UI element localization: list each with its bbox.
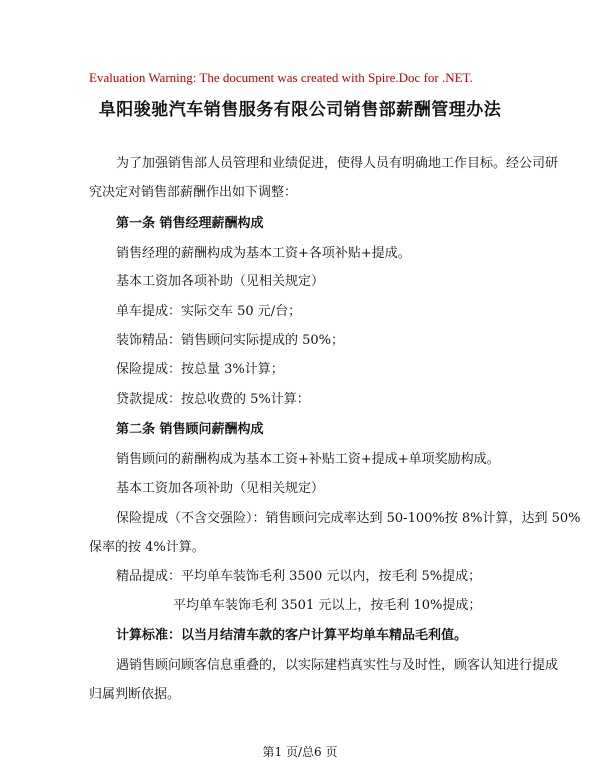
calculation-standard: 计算标准：以当月结清车款的客户计算平均单车精品毛利值。 (116, 628, 468, 643)
section-2-line: 精品提成：平均单车装饰毛利 3500 元以内，按毛利 5%提成； (116, 569, 482, 584)
section-1-line: 单车提成：实际交车 50 元/台； (116, 304, 302, 319)
section-2-line: 保率的按 4%计算。 (89, 540, 205, 555)
section-2-line: 平均单车装饰毛利 3501 元以上，按毛利 10%提成； (173, 598, 482, 613)
intro-line-2: 究决定对销售部薪酬作出如下调整： (89, 185, 298, 200)
section-1-heading: 第一条 销售经理薪酬构成 (116, 216, 264, 231)
section-1-line: 装饰精品：销售顾问实际提成的 50%； (116, 333, 345, 348)
section-1-line: 保险提成：按总量 3%计算； (116, 362, 284, 377)
page-number: 第1 页/总6 页 (262, 745, 338, 759)
section-1-line: 贷款提成：按总收费的 5%计算： (116, 392, 310, 407)
section-1-line: 销售经理的薪酬构成为基本工资+各项补贴+提成。 (116, 246, 411, 261)
section-2-line: 保险提成（不含交强险）：销售顾问完成率达到 50-100%按 8%计算，达到 50% (116, 511, 581, 526)
section-2-line: 基本工资加各项补助（见相关规定） (116, 481, 325, 496)
closing-line-2: 归属判断依据。 (89, 687, 181, 702)
closing-line-1: 遇销售顾问顾客信息重叠的，以实际建档真实性与及时性，顾客认知进行提成 (116, 658, 559, 673)
document-title: 阜阳骏驰汽车销售服务有限公司销售部薪酬管理办法 (98, 100, 502, 120)
evaluation-warning: Evaluation Warning: The document was created with Spire.Doc for .NET. (89, 70, 473, 85)
section-2-line: 销售顾问的薪酬构成为基本工资+补贴工资+提成+单项奖励构成。 (116, 452, 500, 467)
section-2-heading: 第二条 销售顾问薪酬构成 (116, 422, 264, 437)
intro-line-1: 为了加强销售部人员管理和业绩促进，使得人员有明确地工作目标。经公司研 (116, 156, 559, 171)
section-1-line: 基本工资加各项补助（见相关规定） (116, 274, 325, 289)
